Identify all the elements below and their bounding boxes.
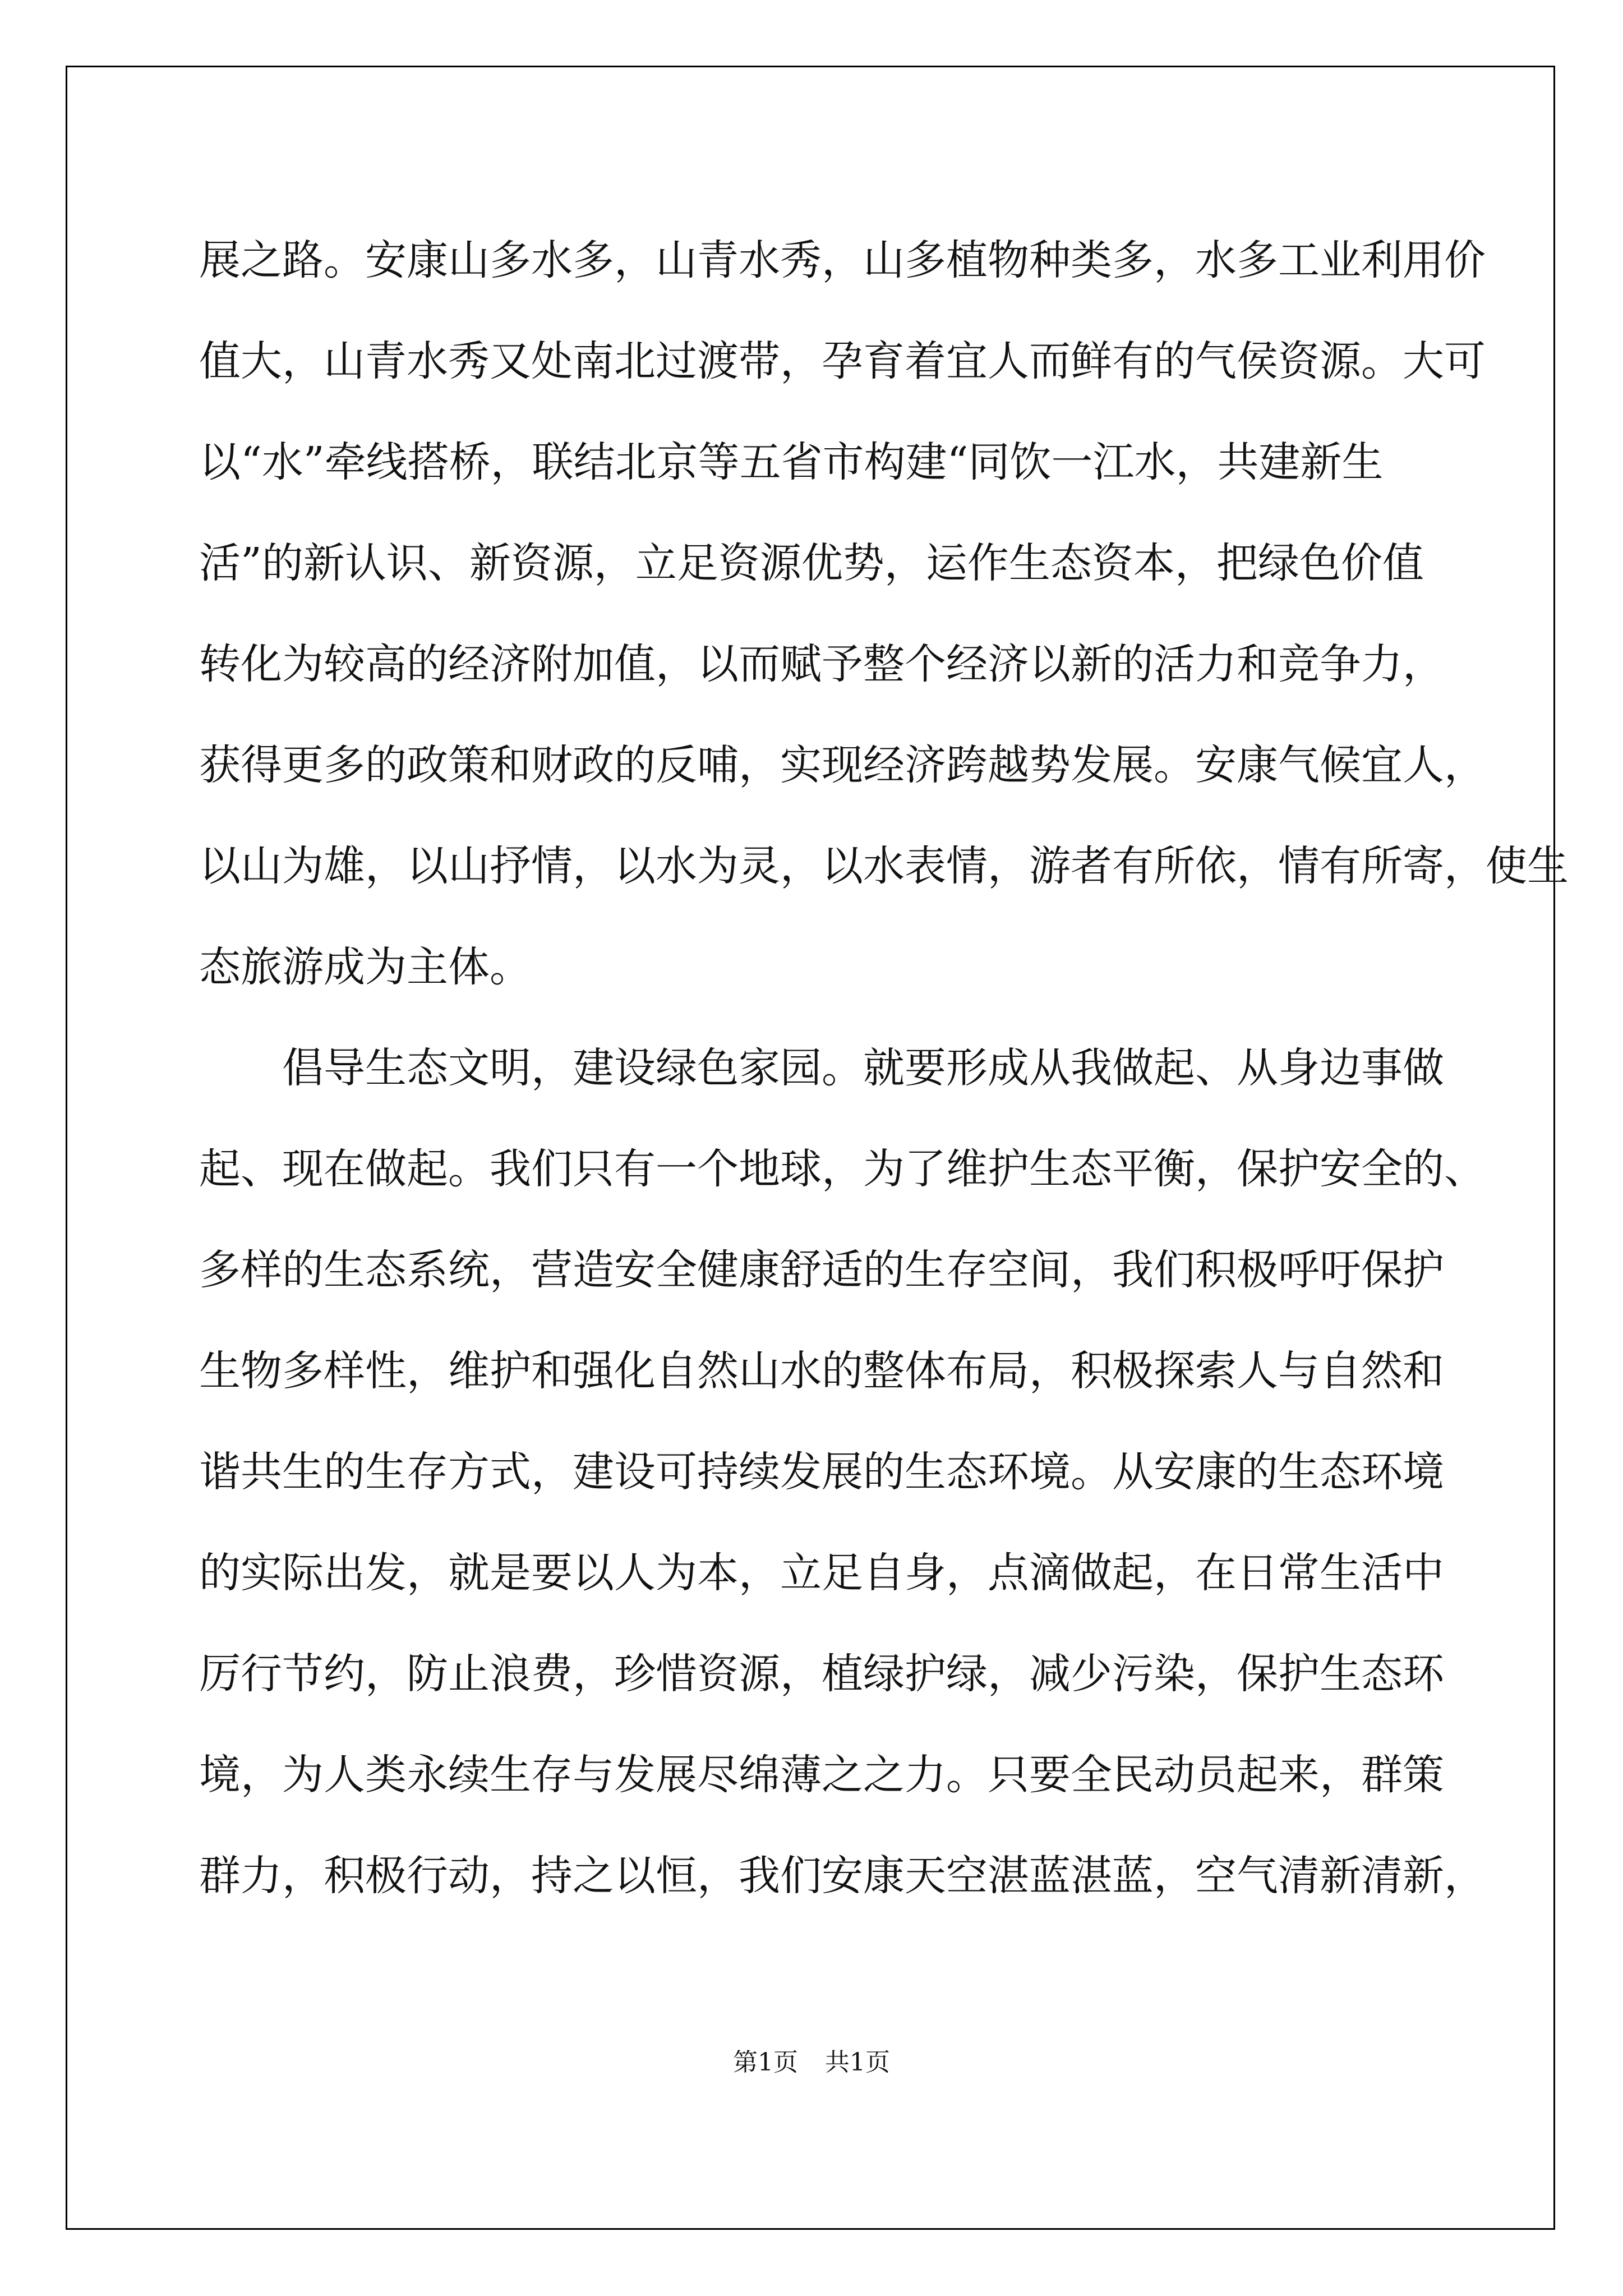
text-line: 谐共生的生存方式，建设可持续发展的生态环境。从安康的生态环境 bbox=[199, 1448, 1444, 1496]
text-line: 值大，山青水秀又处南北过渡带，孕育着宜人而鲜有的气侯资源。大可 bbox=[199, 337, 1486, 385]
text-line: 获得更多的政策和财政的反哺，实现经济跨越势发展。安康气候宜人， bbox=[199, 741, 1486, 789]
text-line: 以“水”牵线搭桥，联结北京等五省市构建“同饮一江水，共建新生 bbox=[199, 438, 1384, 486]
paragraph-start-line: 倡导生态文明，建设绿色家园。就要形成从我做起、从身边事做 bbox=[282, 1044, 1444, 1092]
text-line: 态旅游成为主体。 bbox=[199, 943, 531, 991]
text-line: 生物多样性，维护和强化自然山水的整体布局，积极探索人与自然和 bbox=[199, 1347, 1444, 1395]
text-line: 群力，积极行动，持之以恒，我们安康天空湛蓝湛蓝，空气清新清新， bbox=[199, 1852, 1486, 1900]
text-line: 厉行节约，防止浪费，珍惜资源，植绿护绿，减少污染，保护生态环 bbox=[199, 1650, 1444, 1698]
text-line: 的实际出发，就是要以人为本，立足自身，点滴做起，在日常生活中 bbox=[199, 1549, 1444, 1597]
text-line: 活”的新认识、新资源，立足资源优势，运作生态资本，把绿色价值 bbox=[199, 539, 1424, 587]
document-body bbox=[199, 210, 1569, 1926]
page-total: 共1页 bbox=[825, 2048, 890, 2077]
text-line: 境，为人类永续生存与发展尽绵薄之之力。只要全民动员起来，群策 bbox=[199, 1751, 1444, 1799]
text-line: 以山为雄，以山抒情，以水为灵，以水表情，游者有所依，情有所寄，使生 bbox=[199, 842, 1569, 890]
page-number: 第1页 bbox=[733, 2048, 798, 2077]
text-line: 起、现在做起。我们只有一个地球，为了维护生态平衡，保护安全的、 bbox=[199, 1145, 1486, 1193]
page-footer bbox=[0, 2042, 1623, 2078]
text-line: 展之路。安康山多水多，山青水秀，山多植物种类多，水多工业利用价 bbox=[199, 236, 1486, 284]
text-line: 多样的生态系统，营造安全健康舒适的生存空间，我们积极呼吁保护 bbox=[199, 1246, 1444, 1294]
text-line: 转化为较高的经济附加值，以而赋予整个经济以新的活力和竞争力， bbox=[199, 640, 1444, 688]
